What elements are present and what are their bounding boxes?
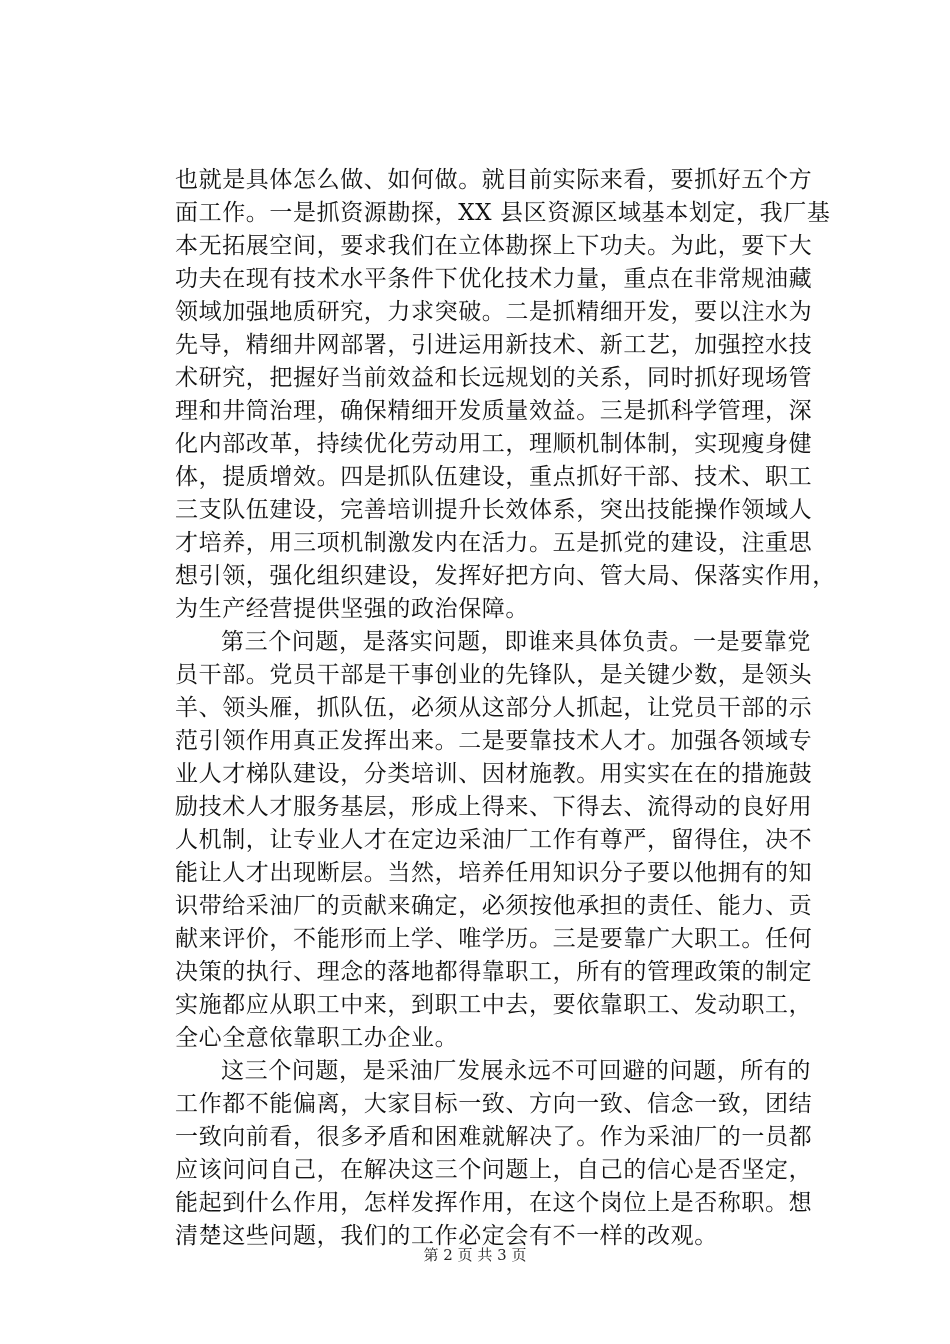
text-line: 识带给采油厂的贡献来确定，必须按他承担的责任、能力、贡 (175, 893, 813, 919)
text-line: 全心全意依靠职工办企业。 (175, 1025, 459, 1051)
text-line: 功夫在现有技术水平条件下优化技术力量，重点在非常规油藏 (175, 266, 813, 292)
text-line: 想引领，强化组织建设，发挥好把方向、管大局、保落实作用， (175, 563, 836, 589)
text-line: 清楚这些问题，我们的工作必定会有不一样的改观。 (175, 1223, 718, 1249)
text-line: 范引领作用真正发挥出来。二是要靠技术人才。加强各领域专 (175, 728, 813, 754)
text-line: 能起到什么作用，怎样发挥作用，在这个岗位上是否称职。想 (175, 1190, 813, 1216)
text-line: 能让人才出现断层。当然，培养任用知识分子要以他拥有的知 (175, 860, 813, 886)
text-line: 决策的执行、理念的落地都得靠职工，所有的管理政策的制定 (175, 959, 813, 985)
text-line: 化内部改革，持续优化劳动用工，理顺机制体制，实现瘦身健 (175, 431, 813, 457)
text-line: 术研究，把握好当前效益和长远规划的关系，同时抓好现场管 (175, 365, 813, 391)
text-line: 一致向前看，很多矛盾和困难就解决了。作为采油厂的一员都 (175, 1124, 813, 1150)
text-line: 业人才梯队建设，分类培训、因材施教。用实实在在的措施鼓 (175, 761, 813, 787)
text-line: 先导，精细井网部署，引进运用新技术、新工艺，加强控水技 (175, 332, 813, 358)
page-footer: 第 2 页 共 3 页 (423, 1246, 527, 1264)
text-line: 羊、领头雁，抓队伍，必须从这部分人抓起，让党员干部的示 (175, 695, 813, 721)
paragraph-first-line: 这三个问题，是采油厂发展永远不可回避的问题，所有的 (221, 1058, 811, 1084)
text-line: 应该问问自己，在解决这三个问题上，自己的信心是否坚定， (175, 1157, 813, 1183)
text-line: 理和井筒治理，确保精细开发质量效益。三是抓科学管理，深 (175, 398, 813, 424)
text-line: 员干部。党员干部是干事创业的先锋队，是关键少数，是领头 (175, 662, 813, 688)
text-line: 领域加强地质研究，力求突破。二是抓精细开发，要以注水为 (175, 299, 813, 325)
text-line: 体，提质增效。四是抓队伍建设，重点抓好干部、技术、职工 (175, 464, 813, 490)
document-body (175, 164, 836, 1253)
text-line: 三支队伍建设，完善培训提升长效体系，突出技能操作领域人 (175, 497, 813, 523)
paragraph-first-line: 第三个问题，是落实问题，即谁来具体负责。一是要靠党 (221, 629, 811, 655)
text-line: 励技术人才服务基层，形成上得来、下得去、流得动的良好用 (175, 794, 813, 820)
text-line: 工作都不能偏离，大家目标一致、方向一致、信念一致，团结 (175, 1091, 813, 1117)
text-line: 为生产经营提供坚强的政治保障。 (175, 596, 529, 622)
text-line: 也就是具体怎么做、如何做。就目前实际来看，要抓好五个方 (175, 167, 813, 193)
text-line: 才培养，用三项机制激发内在活力。五是抓党的建设，注重思 (175, 530, 813, 556)
text-line: 人机制，让专业人才在定边采油厂工作有尊严，留得住，决不 (175, 827, 813, 853)
text-line: 本无拓展空间，要求我们在立体勘探上下功夫。为此，要下大 (175, 233, 813, 259)
text-line: 实施都应从职工中来，到职工中去，要依靠职工、发动职工， (175, 992, 813, 1018)
text-line: 面工作。一是抓资源勘探，XX 县区资源区域基本划定，我厂基 (175, 200, 831, 226)
text-line: 献来评价，不能形而上学、唯学历。三是要靠广大职工。任何 (175, 926, 813, 952)
